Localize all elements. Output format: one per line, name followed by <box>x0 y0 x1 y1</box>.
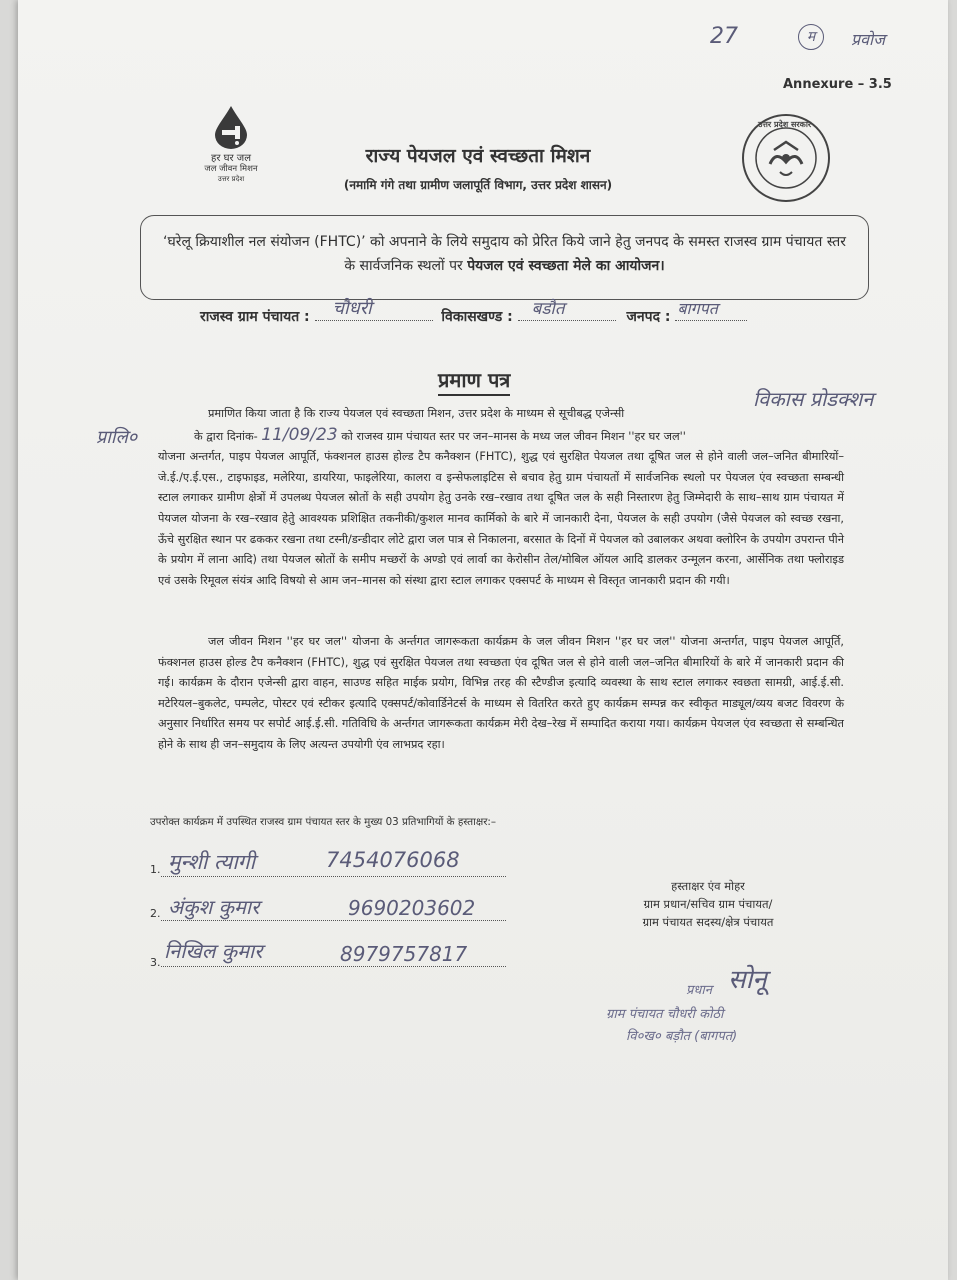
participant-2-name: अंकुश कुमार <box>168 895 260 919</box>
document-page <box>18 0 948 1280</box>
certificate-paragraph-2: जल जीवन मिशन ''हर घर जल'' योजना के अर्न्तगत जागरूकता कार्यक्रम के जल जीवन मिशन ''हर घर जल'' योजना अन्तर्गत, पाइप पेयजल आपूर्ति, फंक्शनल हाउस होल्ड टैप कनैक्शन (FHTC), शुद्ध एवं सुरक्षित पेयजल तथा स्वच्छता एंव दूषित जल से होने वाली जल–जनित बीमारियों के बारे में जानकारी प्रदान की गई। कार्यक्रम के दौरान एजेन्सी द्वारा वाहन, साउण्ड सहित माईक प्रयोग, विभिन्न तरह की स्टैण्डीज इत्यादि व्यवस्था के साथ स्टाल लगाकर स्वछता सामग्री, आई.ई.सी. मटेरियल–बुकलेट, पम्पलेट, पोस्टर एवं स्टीकर इत्यादि एक्सपर्ट/कोवार्डिनेटर्स के माध्यम से वितरित करते हुए कार्यक्रम सम्पन्न कर स्वीकृत माड्यूल/व्यय बजट विवरण के अनुसार निर्धारित समय पर सपोर्ट आई.ई.सी. गतिविधि के अर्न्तगत जागरूकता कार्यक्रम मेरी देख–रेख में सम्पादित कराया गया। कार्यक्रम पेयजल एंव स्वच्छता से सम्बन्धित होने के साथ ही जन–समुदाय के लिए अत्यन्त उपयोगी एंव लाभप्रद रहा। <box>158 635 844 751</box>
gram-panchayat-label: राजस्व ग्राम पंचायत : <box>200 309 310 325</box>
certificate-paragraph-1 <box>158 404 844 591</box>
participant-3-phone: 8979757817 <box>340 942 468 966</box>
signature-caption: हस्ताक्षर एंव मोहर ग्राम प्रधान/सचिव ग्राम पंचायत/ ग्राम पंचायत सदस्य/क्षेत्र पंचायत <box>642 879 774 929</box>
stamp-line-2: वि०ख० बड़ौत (बागपत) <box>626 1029 738 1044</box>
para1-line1: प्रमाणित किया जाता है कि राज्य पेयजल एवं स्वच्छता मिशन, उत्तर प्रदेश के माध्यम से सूचीबद्ध एजेन्सी <box>208 407 625 420</box>
para1-body: योजना अन्तर्गत, पाइप पेयजल आपूर्ति, फंक्शनल हाउस होल्ड टैप कनैक्शन (FHTC), शुद्ध एवं सुरक्षित पेयजल तथा दूषित जल से होने वाली जल–जनित बीमारियों–जे.ई./ए.ई.एस., टाइफाइड, मलेरिया, डायरिया, फाइलेरिया, कालरा व इन्सेफलाइटिस से बचाव हेतु ग्राम पंचायतों में सार्वजनिक स्थलो पर पेयजल एंव स्वच्छता सम्बन्धी स्टाल लगाकर ग्रामीण क्षेत्रों में उपलब्ध पेयजल स्रोतों के सही उपयोग हेतु उनके रख–रखाव तथा दूषित जल के सही निस्तारण हेतु जिम्मेदारी के साथ–साथ ग्राम पंचायत में पेयजल योजना के रख–रखाव हेतुे आवश्यक प्रशिक्षित तकनीकी/कुशल मानव कार्मिको के बारे में जानकारी देना, पेयजल के सही उपयोग (जैसे पेयजल को स्वच्छ रखना, ऊँचे सुरक्षित स्थान पर ढककर रखना तथा टस्नी/डन्डीदार लोटे द्वारा जल पात्र से निकालना, बरसात के दिनों में पेयजल को उबालकर अथवा क्लोरिन के उपयोग उपरान्त पीने के प्रयोग में लाना आदि) तथा पेयजल स्रोतों के समीप मच्छरों के अण्डो एवं लार्वा का केरोसीन तेल/मोबिल ऑयल आदि डालकर उन्मूलन करना, आर्सेनिक तथा फ्लोराइड एवं उसके रिमूवल संयंत्र आदि विषयो से आम जन–मानस को संस्था द्वारा स्टाल लगाकर एक्सपर्ट के माध्यम से विस्तृत जानकारी प्रदान की गयी। <box>158 450 844 587</box>
emblem-text: उत्तर प्रदेश सरकार <box>758 120 812 129</box>
participant-2-phone: 9690203602 <box>348 896 476 920</box>
participant-1-line <box>161 876 506 877</box>
gram-panchayat-field: चौधरी <box>315 306 433 321</box>
participant-2-line <box>161 920 506 921</box>
mission-title: राज्य पेयजल एवं स्वच्छता मिशन <box>365 145 591 167</box>
participant-3-line <box>161 966 506 967</box>
stamp-signature: सोनू <box>728 965 767 995</box>
logo-caption-2: जल जीवन मिशन <box>204 164 258 174</box>
participant-1-number: 1. <box>150 863 161 876</box>
handwritten-date: 11/09/23 <box>261 424 338 445</box>
block-field: बडौत <box>518 306 616 321</box>
district-field: बागपत <box>675 306 747 321</box>
handwritten-top-word: प्रवोज <box>851 30 886 49</box>
event-banner-text: ‘घरेलू क्रियाशील नल संयोजन (FHTC)’ को अपनाने के लिये समुदाय को प्रेरित किये जाने हेतु जनपद के समस्त राजस्व ग्राम पंचायत स्तर के सार्वजनिक स्थलों पर पेयजल एवं स्वच्छता मेले का आयोजन। <box>163 234 846 274</box>
handwritten-agency-name: विकास प्रोडक्शन <box>753 387 874 411</box>
participants-intro: उपरोक्त कार्यक्रम में उपस्थित राजस्व ग्राम पंचायत स्तर के मुख्य 03 प्रतिभागियों के हस्ताक्षर:– <box>150 816 497 828</box>
location-fields <box>200 298 747 326</box>
handwritten-agency-suffix: प्रालि० <box>96 427 138 448</box>
district-label: जनपद : <box>626 309 671 325</box>
block-label: विकासखण्ड : <box>441 309 513 325</box>
participant-1-phone: 7454076068 <box>326 848 460 872</box>
participant-2-number: 2. <box>150 907 161 920</box>
handwritten-page-number: 27 <box>710 24 738 49</box>
para1-line2: के द्वारा दिनांक- 11/09/23 को राजस्व ग्राम पंचायत स्तर पर जन–मानस के मध्य जल जीवन मिशन ''हर घर जल'' <box>194 424 686 445</box>
up-government-emblem <box>740 112 832 204</box>
handwritten-circled-mark: म <box>798 24 824 50</box>
participant-1-name: मुन्शी त्यागी <box>168 850 256 874</box>
stamp-line-1: ग्राम पंचायत चौधरी कोठी <box>606 1007 724 1022</box>
mission-subtitle: (नमामि गंगे तथा ग्रामीण जलापूर्ति विभाग, उत्तर प्रदेश शासन) <box>343 178 613 192</box>
logo-caption-1: हर घर जल <box>211 153 251 164</box>
pradhan-stamp <box>598 960 818 1060</box>
participant-3-number: 3. <box>150 956 161 969</box>
stamp-pradhan-label: प्रधान <box>686 983 712 998</box>
annexure-label: Annexure – 3.5 <box>783 77 892 92</box>
certificate-heading: प्रमाण पत्र <box>438 366 510 396</box>
participant-3-name: निखिल कुमार <box>164 939 263 963</box>
logo-caption-3: उत्तर प्रदेश <box>217 175 245 183</box>
event-banner-box <box>140 215 869 300</box>
